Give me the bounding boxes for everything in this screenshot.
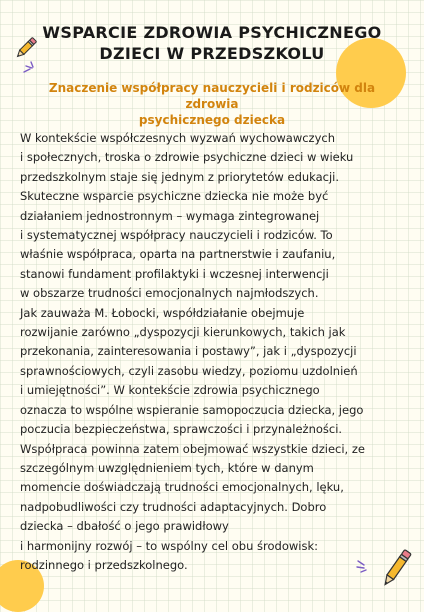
- title-line: DZIECI W PRZEDSZKOLU: [99, 44, 325, 63]
- body-line: sprawnościowych, czyli zasobu wiedzy, poziomu uzdolnień: [20, 363, 358, 378]
- body-text: [20, 129, 406, 575]
- page-title: [40, 22, 384, 64]
- body-line: Skuteczne wsparcie psychiczne dziecka nie może być: [20, 189, 329, 204]
- body-line: szczególnym uwzględnieniem tych, które w danym: [20, 460, 314, 475]
- body-line: w obszarze trudności emocjonalnych najmłodszych.: [20, 286, 319, 301]
- body-line: momencie doświadczają trudności emocjonalnych, lęku,: [20, 480, 344, 495]
- pencil-icon: [12, 34, 40, 62]
- body-line: właśnie współpraca, oparta na partnerstwie i zaufaniu,: [20, 247, 336, 262]
- subtitle-line: psychicznego dziecka: [138, 113, 286, 127]
- subtitle-line: Znaczenie współpracy nauczycieli i rodziców dla zdrowia: [48, 81, 376, 111]
- body-line: przedszkolnym staje się jednym z priorytetów edukacji.: [20, 169, 340, 184]
- body-line: działaniem jednostronnym – wymaga zintegrowanej: [20, 208, 320, 223]
- body-line: W kontekście współczesnych wyzwań wychowawczych: [20, 131, 336, 145]
- subtitle: [22, 80, 402, 128]
- body-line: i społecznych, troska o zdrowie psychiczne dzieci w wieku: [20, 150, 354, 165]
- title-line: WSPARCIE ZDROWIA PSYCHICZNEGO: [42, 23, 382, 42]
- body-line: rodzinnego i przedszkolnego.: [20, 557, 188, 572]
- body-line: poczucia bezpieczeństwa, sprawczości i przynależności.: [20, 422, 343, 437]
- body-line: oznacza to wspólne wspieranie samopoczucia dziecka, jego: [20, 402, 364, 417]
- body-line: stanowi fundament profilaktyki i wczesnej interwencji: [20, 266, 329, 281]
- body-line: dziecka – dbałość o jego prawidłowy: [20, 519, 229, 534]
- body-line: Współpraca powinna zatem obejmować wszystkie dzieci, ze: [20, 441, 365, 456]
- body-line: i harmonijny rozwój – to wspólny cel obu środowisk:: [20, 538, 318, 553]
- body-line: przekonania, zainteresowania i postawy”, jak i „dyspozycji: [20, 344, 357, 359]
- body-line: nadpobudliwości czy trudności adaptacyjnych. Dobro: [20, 499, 327, 514]
- body-line: Jak zauważa M. Łobocki, współdziałanie obejmuje: [20, 305, 305, 320]
- body-line: i umiejętności”. W kontekście zdrowia psychicznego: [20, 383, 320, 398]
- sparkle-doodle-icon: [22, 60, 42, 74]
- body-line: i systematycznej współpracy nauczycieli i rodziców. To: [20, 228, 333, 243]
- body-line: rozwijanie zarówno „dyspozycji kierunkowych, takich jak: [20, 325, 346, 340]
